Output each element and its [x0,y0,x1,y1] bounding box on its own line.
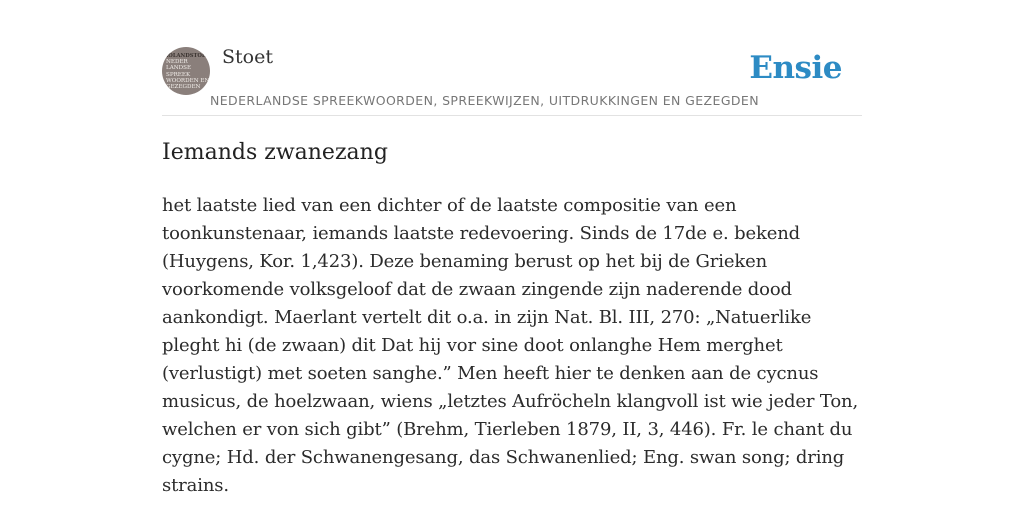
header [162,0,862,116]
entry-body: het laatste lied van een dichter of de laatste compositie van een toonkunstenaar, iemands laatste redevoering. Sinds de 17de e. bekend (Huygens, Kor. 1,423). Deze benaming berust op het bij de Grieken voorkomende volksgeloof dat de zwaan zingende zijn naderende dood aankondigt. Maerlant vertelt dit o.a. in zijn Nat. Bl. III, 270: „Natuerlike pleght hi (de zwaan) dit Dat hij vor sine doot onlanghe Hem merghet (verlustigt) met soeten sanghe.” Men heeft hier te denken aan de cycnus musicus, de hoelzwaan, wiens „letztes Aufröcheln klangvoll ist wie jeder Ton, welchen er von sich gibt” (Brehm, Tierleben 1879, II, 3, 446). Fr. le chant du cygne; Hd. der Schwanengesang, das Schwanenlied; Eng. swan song; dring strains. [162,195,859,496]
source-subtitle[interactable]: NEDERLANDSE SPREEKWOORDEN, SPREEKWIJZEN, UITDRUKKINGEN EN GEZEGDEN [210,93,759,108]
author-name[interactable]: Stoet [222,46,273,68]
entry-card [162,0,862,512]
avatar-logo-text: ROLANDSTOET NEDER LANDSE SPREEK WOORDEN EN GEZEGDEN [164,53,210,91]
author-avatar[interactable] [162,47,210,95]
brand-logo[interactable]: Ensie [749,50,842,86]
entry-title: Iemands zwanezang [162,140,388,165]
